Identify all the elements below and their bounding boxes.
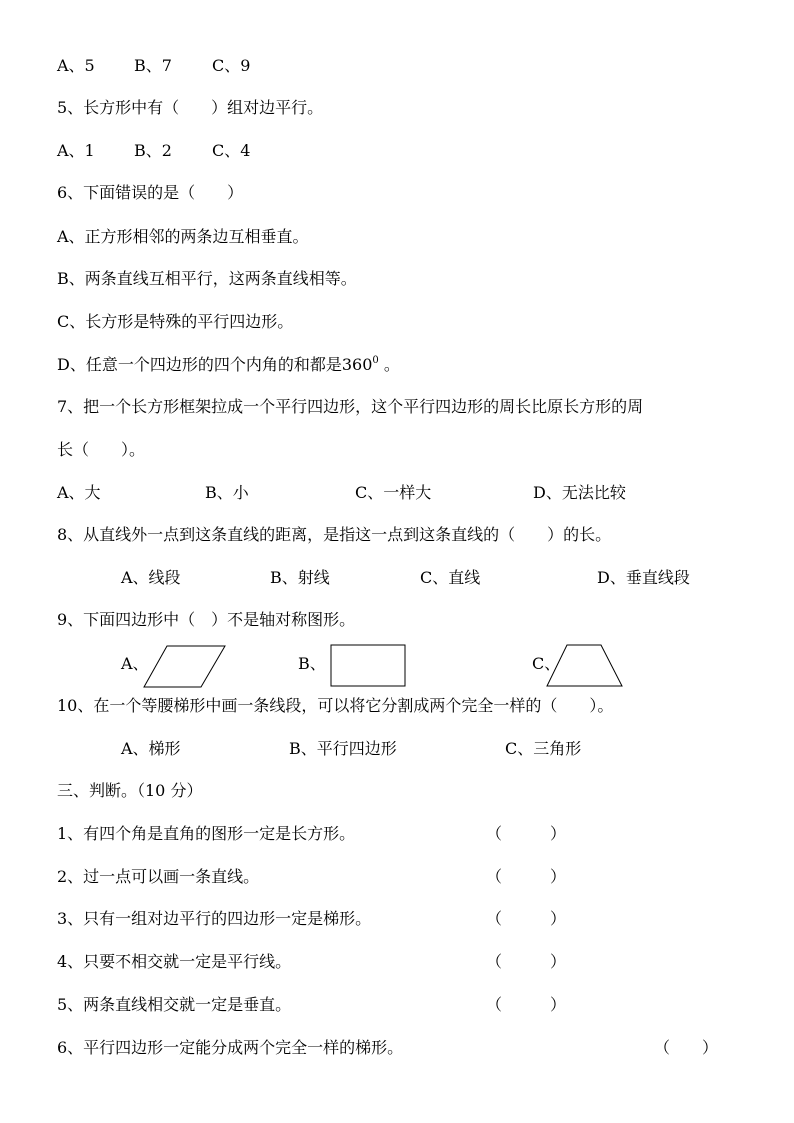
q7-option-c: C、一样大 (355, 483, 432, 502)
answer-blank-2: （ ） (486, 867, 567, 886)
q4-option-b: B、7 (134, 56, 172, 75)
answer-blank-5: （ ） (486, 995, 567, 1014)
q7-question-line2: 长（ ）。 (57, 440, 146, 459)
judge-item-5: 5、两条直线相交就一定是垂直。 (57, 995, 292, 1014)
q6-option-d (57, 354, 400, 376)
q4-option-c: C、9 (212, 56, 251, 75)
q9-question: 9、下面四边形中（ ）不是轴对称图形。 (57, 610, 356, 629)
judge-item-4: 4、只要不相交就一定是平行线。 (57, 952, 292, 971)
q6-option-d-end: 。 (378, 355, 400, 374)
q8-question: 8、从直线外一点到这条直线的距离，是指这一点到这条直线的（ ）的长。 (57, 525, 612, 544)
q4-option-a: A、5 (57, 56, 95, 75)
judge-item-6: 6、平行四边形一定能分成两个完全一样的梯形。 (57, 1038, 404, 1057)
q10-option-a: A、梯形 (121, 739, 181, 758)
q7-question-line1: 7、把一个长方形框架拉成一个平行四边形，这个平行四边形的周长比原长方形的周 (57, 397, 644, 416)
q8-option-b: B、射线 (270, 568, 330, 587)
answer-blank-4: （ ） (486, 952, 567, 971)
q9-option-c: C、 (532, 654, 561, 673)
q8-option-a: A、线段 (121, 568, 181, 587)
judge-item-1: 1、有四个角是直角的图形一定是长方形。 (57, 824, 356, 843)
q7-option-b: B、小 (205, 483, 249, 502)
q5-option-a: A、1 (57, 141, 95, 160)
answer-blank-1: （ ） (486, 824, 567, 843)
degree-superscript: 0 (372, 355, 379, 366)
q7-option-d: D、无法比较 (533, 483, 626, 502)
trapezoid-shape (546, 644, 624, 688)
parallelogram-shape (143, 645, 227, 689)
answer-blank-6: （ ） (654, 1038, 719, 1057)
q5-option-c: C、4 (212, 141, 251, 160)
rectangle-shape (330, 644, 407, 688)
q6-option-a: A、正方形相邻的两条边互相垂直。 (57, 227, 309, 246)
q5-question: 5、长方形中有（ ）组对边平行。 (57, 98, 324, 117)
q8-option-c: C、直线 (420, 568, 481, 587)
section3-title: 三、判断。（10 分） (57, 781, 203, 800)
judge-item-2: 2、过一点可以画一条直线。 (57, 867, 260, 886)
q10-question: 10、在一个等腰梯形中画一条线段，可以将它分割成两个完全一样的（ ）。 (57, 696, 614, 715)
q6-option-d-text: D、任意一个四边形的四个内角的和都是360 (57, 355, 373, 374)
q9-option-a: A、 (121, 654, 149, 673)
q6-question: 6、下面错误的是（ ） (57, 183, 244, 202)
q10-option-b: B、平行四边形 (289, 739, 397, 758)
answer-blank-3: （ ） (486, 909, 567, 928)
q10-option-c: C、三角形 (505, 739, 582, 758)
q6-option-b: B、两条直线互相平行，这两条直线相等。 (57, 269, 357, 288)
q7-option-a: A、大 (57, 483, 101, 502)
q5-option-b: B、2 (134, 141, 172, 160)
q6-option-c: C、长方形是特殊的平行四边形。 (57, 312, 294, 331)
q9-option-b: B、 (298, 654, 326, 673)
judge-item-3: 3、只有一组对边平行的四边形一定是梯形。 (57, 909, 372, 928)
q8-option-d: D、垂直线段 (597, 568, 690, 587)
